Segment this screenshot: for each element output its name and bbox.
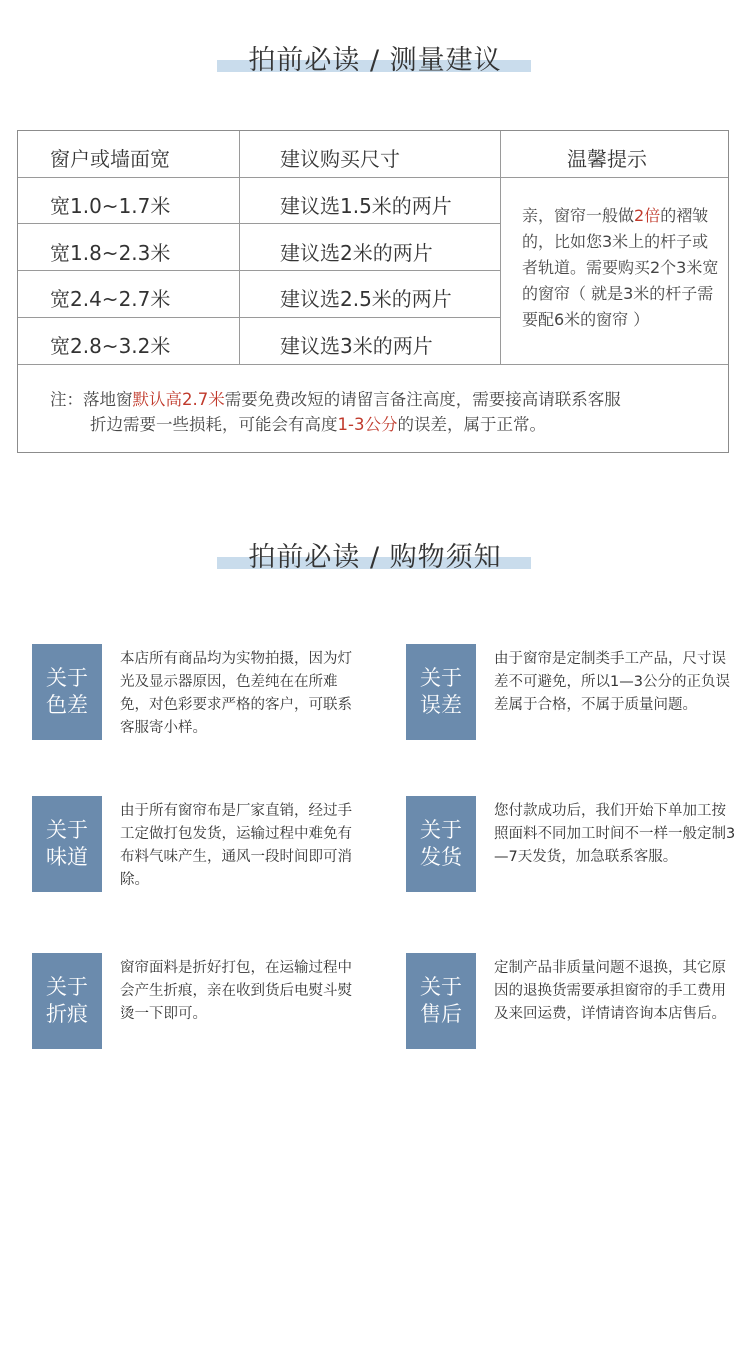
table-row-divider: [18, 317, 501, 318]
card-badge: [32, 644, 102, 740]
badge-line: 关于: [420, 975, 462, 999]
note-line-2: [50, 412, 710, 437]
table-body-divider: [18, 364, 728, 365]
notice-card-creases: [32, 953, 362, 1049]
note-text: 注：落地窗: [50, 390, 133, 409]
card-badge: [406, 953, 476, 1049]
section-title-text: 拍前必读 / 测量建议: [248, 45, 502, 76]
row-width: 宽2.4~2.7米: [50, 287, 171, 311]
warm-tip-text: [522, 203, 722, 333]
badge-line: 售后: [420, 1002, 462, 1026]
notice-card-after-sales: [406, 953, 736, 1049]
table-header-divider: [18, 177, 728, 178]
badge-line: 关于: [46, 975, 88, 999]
row-size: 建议选1.5米的两片: [280, 194, 452, 218]
badge-line: 关于: [420, 666, 462, 690]
row-size: 建议选3米的两片: [280, 334, 433, 358]
note-text: 需要免费改短的请留言备注高度，需要接高请联系客服: [224, 390, 621, 409]
header-window-width: 窗户或墙面宽: [50, 147, 170, 171]
badge-line: 色差: [46, 693, 88, 717]
note-text: 折边需要一些损耗，可能会有高度: [90, 415, 338, 434]
tip-text-part: 的褶皱的，比如您3米上的杆子或者轨道。需要购买2个3米宽的窗帘（ 就是3米的杆子需要配6米的窗帘 ）: [522, 206, 719, 329]
section-title-text: 拍前必读 / 购物须知: [248, 542, 502, 573]
notice-card-shipping: [406, 796, 736, 892]
card-description: 由于窗帘是定制类手工产品，尺寸误差不可避免，所以1—3公分的正负误差属于合格，不属于质量问题。: [494, 651, 730, 713]
row-width: 宽1.8~2.3米: [50, 241, 171, 265]
table-column-divider: [500, 131, 501, 364]
table-row-divider: [18, 223, 501, 224]
notice-card-size-error: [406, 644, 736, 740]
badge-line: 味道: [46, 845, 88, 869]
card-description: 定制产品非质量问题不退换，其它原因的退换货需要承担窗帘的手工费用及来回运费，详情请咨询本店售后。: [494, 960, 726, 1022]
tip-highlight: 2倍: [634, 206, 661, 225]
notice-card-color-difference: [32, 644, 362, 740]
row-width: 宽1.0~1.7米: [50, 194, 171, 218]
note-highlight: 1-3公分: [337, 415, 398, 434]
card-badge: [32, 796, 102, 892]
table-note: [50, 387, 710, 437]
size-recommendation-table: [17, 130, 729, 453]
card-badge: [406, 644, 476, 740]
card-description: 您付款成功后，我们开始下单加工按照面料不同加工时间不一样一般定制3—7天发货，加急联系客服。: [494, 803, 736, 865]
row-size: 建议选2米的两片: [280, 241, 433, 265]
badge-line: 发货: [420, 845, 462, 869]
table-column-divider: [239, 131, 240, 364]
section-title-measurement: [0, 38, 750, 80]
header-tip: 温馨提示: [567, 147, 647, 171]
badge-line: 关于: [46, 666, 88, 690]
card-description: 由于所有窗帘布是厂家直销，经过手工定做打包发货，运输过程中难免有布料气味产生，通风一段时间即可消除。: [120, 803, 352, 888]
card-badge: [406, 796, 476, 892]
card-badge: [32, 953, 102, 1049]
notice-card-smell: [32, 796, 362, 892]
row-width: 宽2.8~3.2米: [50, 334, 171, 358]
card-description: 窗帘面料是折好打包，在运输过程中会产生折痕，亲在收到货后电熨斗熨烫一下即可。: [120, 960, 352, 1022]
badge-line: 折痕: [46, 1002, 88, 1026]
section-title-shopping-notice: [0, 535, 750, 577]
row-size: 建议选2.5米的两片: [280, 287, 452, 311]
badge-line: 误差: [420, 693, 462, 717]
note-text: 的误差，属于正常。: [397, 415, 546, 434]
badge-line: 关于: [46, 818, 88, 842]
note-highlight: 默认高2.7米: [132, 390, 225, 409]
table-row-divider: [18, 270, 501, 271]
header-suggested-size: 建议购买尺寸: [280, 147, 400, 171]
card-description: 本店所有商品均为实物拍摄，因为灯光及显示器原因，色差纯在在所难免，对色彩要求严格的客户，可联系客服寄小样。: [120, 651, 352, 736]
badge-line: 关于: [420, 818, 462, 842]
tip-text-part: 亲，窗帘一般做: [522, 206, 635, 225]
